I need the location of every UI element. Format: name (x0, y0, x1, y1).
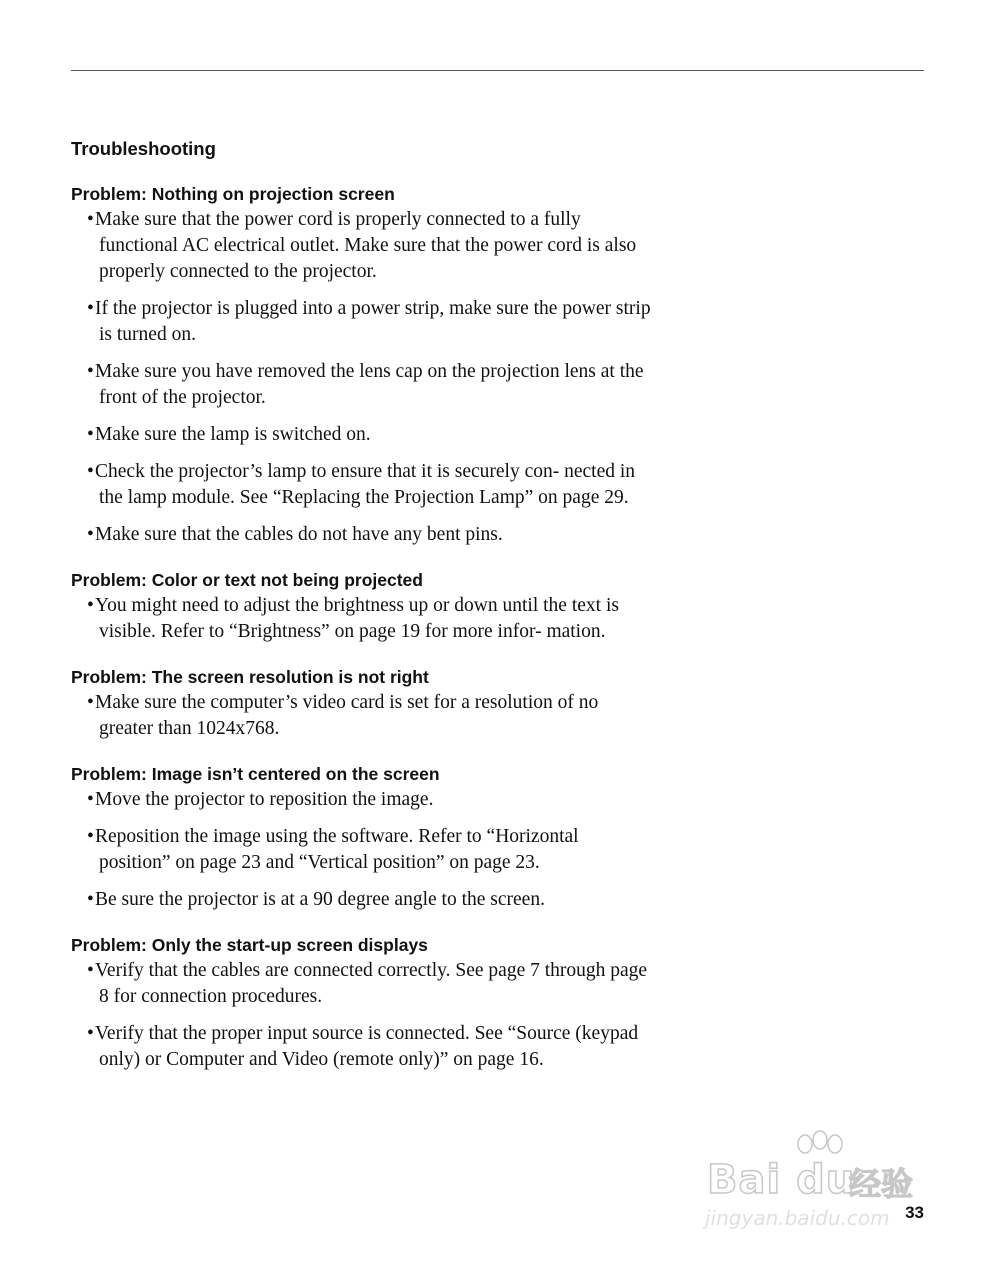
list-item-text: Reposition the image using the software. Refer to “Horizontal position” on page 23 and “Vertical position” on page 23. (95, 826, 579, 873)
bullet-icon: • (87, 461, 94, 482)
problem-heading: Problem: Color or text not being projected (71, 570, 423, 590)
paw-logo-icon (785, 1130, 855, 1170)
list-item-text: Move the projector to reposition the image. (95, 789, 434, 810)
watermark-chinese: 经验 (849, 1165, 914, 1203)
problem-section (71, 181, 651, 548)
list-item-text: Verify that the proper input source is connected. See “Source (keypad only) or Computer and Video (remote only)” on page 16. (95, 1023, 639, 1070)
list-item (71, 824, 651, 876)
watermark-url: jingyan.baidu.com (705, 1206, 890, 1230)
problem-section (71, 567, 651, 645)
bullet-icon: • (87, 960, 94, 981)
problem-section (71, 761, 651, 913)
list-item-text: If the projector is plugged into a power strip, make sure the power strip is turned on. (95, 298, 651, 345)
bullet-icon: • (87, 595, 94, 616)
problem-section (71, 932, 651, 1073)
problem-heading: Problem: Image isn’t centered on the screen (71, 764, 440, 784)
baidu-jingyan-watermark (703, 1130, 935, 1240)
bullet-icon: • (87, 1023, 94, 1044)
list-item (71, 296, 651, 348)
list-item-text: Make sure the computer’s video card is set for a resolution of no greater than 1024x768. (95, 692, 599, 739)
list-item (71, 593, 651, 645)
bullet-icon: • (87, 889, 94, 910)
bullet-icon: • (87, 826, 94, 847)
bullet-icon: • (87, 789, 94, 810)
list-item (71, 459, 651, 511)
bullet-list (71, 958, 651, 1073)
problem-heading: Problem: Only the start-up screen displays (71, 935, 428, 955)
list-item-text: You might need to adjust the brightness up or down until the text is visible. Refer to “Brightness” on page 19 for more infor- mation. (95, 595, 619, 642)
list-item (71, 887, 651, 913)
list-item (71, 787, 651, 813)
bullet-icon: • (87, 692, 94, 713)
list-item-text: Verify that the cables are connected correctly. See page 7 through page 8 for connection procedures. (95, 960, 648, 1007)
list-item-text: Be sure the projector is at a 90 degree angle to the screen. (95, 889, 545, 910)
problem-section (71, 664, 651, 742)
list-item (71, 207, 651, 285)
bullet-icon: • (87, 424, 94, 445)
bullet-list (71, 593, 651, 645)
list-item (71, 422, 651, 448)
list-item-text: Make sure the lamp is switched on. (95, 424, 371, 445)
list-item (71, 1021, 651, 1073)
bullet-icon: • (87, 361, 94, 382)
watermark-brand: Bai du (707, 1157, 856, 1203)
list-item (71, 958, 651, 1010)
page-number: 33 (905, 1203, 924, 1222)
document-body (71, 136, 651, 1073)
bullet-list (71, 787, 651, 913)
bullet-list (71, 207, 651, 548)
list-item (71, 690, 651, 742)
sections-container (71, 181, 651, 1073)
problem-heading: Problem: Nothing on projection screen (71, 184, 395, 204)
page-title: Troubleshooting (71, 138, 216, 159)
list-item-text: Check the projector’s lamp to ensure that it is securely con- nected in the lamp module. See “Replacing the Projection Lamp” on page 29. (95, 461, 636, 508)
list-item (71, 522, 651, 548)
bullet-list (71, 690, 651, 742)
list-item-text: Make sure you have removed the lens cap on the projection lens at the front of the projector. (95, 361, 644, 408)
list-item (71, 359, 651, 411)
problem-heading: Problem: The screen resolution is not right (71, 667, 429, 687)
bullet-icon: • (87, 298, 94, 319)
list-item-text: Make sure that the power cord is properly connected to a fully functional AC electrical outlet. Make sure that the power cord is also properly connected to the projector. (95, 209, 637, 282)
header-rule (71, 70, 924, 71)
list-item-text: Make sure that the cables do not have any bent pins. (95, 524, 503, 545)
bullet-icon: • (87, 524, 94, 545)
bullet-icon: • (87, 209, 94, 230)
